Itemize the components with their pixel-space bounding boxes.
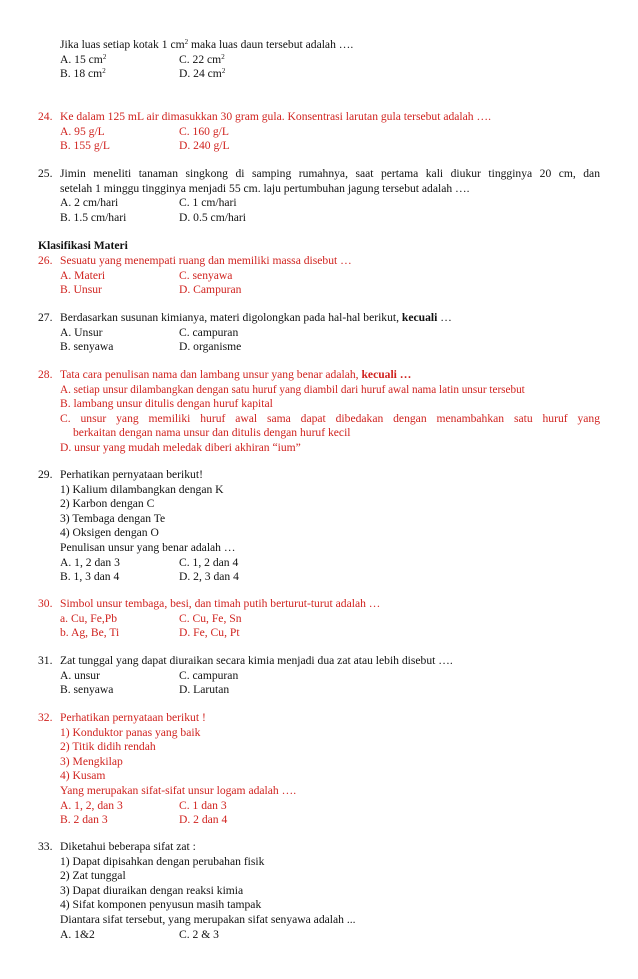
option-a: A. setiap unsur dilambangkan dengan satu huruf yang diambil dari huruf awal nama latin unsur tersebut: [60, 383, 525, 396]
option-c-line-1: C. unsur yang memiliki huruf awal sama dapat dibedakan dengan menambahkan satu huruf yang: [60, 411, 600, 425]
option-d: D. Campuran: [179, 283, 242, 297]
question-stem: Perhatikan pernyataan berikut!: [60, 468, 203, 481]
question-number: 24.: [38, 110, 53, 123]
question-number: 31.: [38, 654, 53, 667]
option-d: D. 2, 3 dan 4: [179, 570, 239, 584]
option-b: B. senyawa: [60, 340, 114, 354]
question-number: 32.: [38, 711, 53, 724]
option-c: C. Cu, Fe, Sn: [179, 611, 242, 625]
question-stem: Simbol unsur tembaga, besi, dan timah putih berturut-turut adalah …: [60, 597, 381, 610]
option-a: A. 15 $cm^2$: [60, 52, 107, 66]
option-b: B. senyawa: [60, 683, 114, 697]
question-28: [0, 368, 638, 456]
statement-3: 3) Mengkilap: [60, 754, 123, 768]
question-stem: Ke dalam 125 mL air dimasukkan 30 gram gula. Konsentrasi larutan gula tersebut adalah ….: [60, 110, 491, 123]
option-d: D. organisme: [179, 340, 242, 354]
question-number: 30.: [38, 597, 53, 610]
question-stem: Tata cara penulisan nama dan lambang unsur yang benar adalah, kecuali …: [60, 368, 412, 381]
question-stem: Perhatikan pernyataan berikut !: [60, 711, 206, 724]
question-stem-line-2: setelah 1 minggu tingginya menjadi 55 cm. laju pertumbuhan jagung tersebut adalah ….: [60, 181, 470, 195]
question-32: [0, 711, 638, 828]
option-b: B. 18 $cm^2$: [60, 67, 106, 81]
option-d: D. 240 g/L: [179, 139, 230, 153]
question-number: 26.: [38, 254, 53, 267]
question-stem: Jika luas setiap kotak 1 $cm^2$ maka luas daun tersebut adalah ….: [60, 38, 354, 51]
question-stem: Zat tunggal yang dapat diuraikan secara kimia menjadi dua zat atau lebih disebut ….: [60, 654, 453, 667]
option-b: b. Ag, Be, Ti: [60, 626, 120, 640]
question-prompt: Yang merupakan sifat-sifat unsur logam adalah ….: [60, 783, 297, 797]
option-a: A. 2 cm/hari: [60, 196, 119, 210]
question-prompt: Penulisan unsur yang benar adalah …: [60, 540, 236, 554]
option-d: D. Larutan: [179, 683, 230, 697]
question-24: [0, 110, 638, 154]
option-c: C. 1 cm/hari: [179, 196, 237, 210]
option-a: a. Cu, Fe,Pb: [60, 611, 118, 625]
question-prompt: Diantara sifat tersebut, yang merupakan sifat senyawa adalah ...: [60, 912, 356, 926]
section-heading-block: [0, 239, 638, 254]
option-a: A. Materi: [60, 268, 106, 282]
option-d: D. unsur yang mudah meledak diberi akhiran “ium”: [60, 440, 301, 454]
option-c-line-2: berkaitan dengan nama unsur dan ditulis dengan huruf kecil: [73, 426, 351, 440]
statement-3: 3) Dapat diuraikan dengan reaksi kimia: [60, 883, 244, 897]
section-title: Klasifikasi Materi: [38, 239, 128, 252]
statement-4: 4) Sifat komponen penyusun masih tampak: [60, 898, 262, 912]
option-a: A. Unsur: [60, 325, 103, 339]
option-b: B. Unsur: [60, 283, 102, 297]
option-a: A. unsur: [60, 668, 100, 682]
question-number: 29.: [38, 468, 53, 481]
option-d: D. Fe, Cu, Pt: [179, 626, 240, 640]
option-b: B. 2 dan 3: [60, 813, 108, 827]
question-stem: Sesuatu yang menempati ruang dan memiliki massa disebut …: [60, 254, 352, 267]
option-c: C. campuran: [179, 668, 239, 682]
statement-2: 2) Zat tunggal: [60, 869, 126, 883]
option-a: A. 1&2: [60, 927, 95, 941]
question-33: [0, 840, 638, 942]
question-25: [0, 167, 638, 225]
question-number: 25.: [38, 167, 53, 180]
question-stem: Berdasarkan susunan kimianya, materi digolongkan pada hal-hal berikut, kecuali …: [60, 311, 452, 324]
statement-1: 1) Konduktor panas yang baik: [60, 725, 201, 739]
option-c: C. 22 $cm^2$: [179, 52, 225, 66]
question-number: 28.: [38, 368, 53, 381]
option-a: A. 1, 2, dan 3: [60, 798, 123, 812]
statement-1: 1) Dapat dipisahkan dengan perubahan fisik: [60, 854, 265, 868]
question-27: [0, 311, 638, 355]
statement-4: 4) Kusam: [60, 769, 106, 783]
question-26: [0, 254, 638, 298]
statement-2: 2) Karbon dengan C: [60, 497, 155, 511]
question-30: [0, 597, 638, 641]
statement-3: 3) Tembaga dengan Te: [60, 511, 166, 525]
option-c: C. 160 g/L: [179, 124, 229, 138]
question-stem: Diketahui beberapa sifat zat :: [60, 840, 196, 853]
option-c: C. senyawa: [179, 268, 233, 282]
statement-2: 2) Titik didih rendah: [60, 740, 156, 754]
question-number: 27.: [38, 311, 53, 324]
option-b: B. 1, 3 dan 4: [60, 570, 120, 584]
option-b: B. 155 g/L: [60, 139, 110, 153]
option-b: B. 1.5 cm/hari: [60, 210, 127, 224]
statement-4: 4) Oksigen dengan O: [60, 526, 159, 540]
option-d: D. 24 $cm^2$: [179, 67, 226, 81]
question-previous-tail: [0, 38, 638, 82]
option-c: C. 2 & 3: [179, 927, 219, 941]
statement-1: 1) Kalium dilambangkan dengan K: [60, 482, 224, 496]
option-c: C. 1 dan 3: [179, 798, 227, 812]
option-d: D. 0.5 cm/hari: [179, 210, 246, 224]
question-number: 33.: [38, 840, 53, 853]
option-a: A. 1, 2 dan 3: [60, 555, 120, 569]
option-b: B. lambang unsur ditulis dengan huruf kapital: [60, 397, 273, 411]
question-stem-line-1: Jimin meneliti tanaman singkong di samping rumahnya, saat pertama kali diukur tingginya 20 cm, dan: [60, 167, 600, 180]
question-31: [0, 654, 638, 698]
option-d: D. 2 dan 4: [179, 813, 228, 827]
question-29: [0, 468, 638, 585]
option-c: C. campuran: [179, 325, 239, 339]
option-a: A. 95 g/L: [60, 124, 105, 138]
option-c: C. 1, 2 dan 4: [179, 555, 239, 569]
